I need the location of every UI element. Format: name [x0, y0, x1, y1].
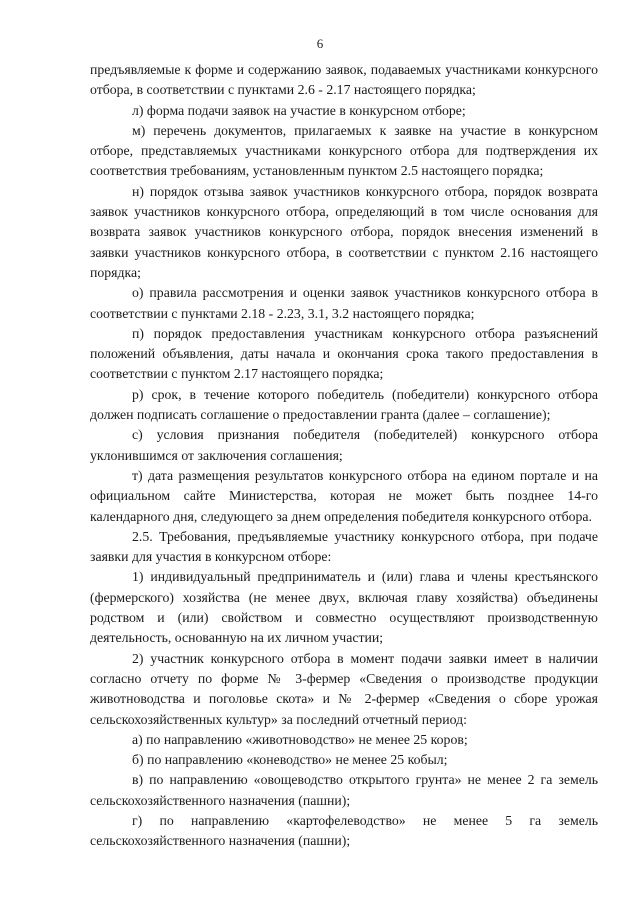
paragraph-item-s: с) условия признания победителя (победителей) конкурсного отбора уклонившимся от заключения соглашения; — [90, 427, 598, 463]
paragraph-item-p: п) порядок предоставления участникам конкурсного отбора разъяснений положений объявления, даты начала и окончания срока такого предоставления в соответствии с пунктом 2.17 настоящего порядка; — [90, 325, 598, 382]
paragraph-item-m: м) перечень документов, прилагаемых к заявке на участие в конкурсном отборе, представляемых участниками конкурсного отбора для подтверждения их соответствия требованиям, установленным пунктом 2.5 настоящего порядка; — [90, 122, 598, 179]
paragraph-subitem-g: г) по направлению «картофелеводство» не менее 5 га земель сельскохозяйственного назначения (пашни); — [90, 812, 598, 849]
paragraph-requirement-1: 1) индивидуальный предприниматель и (или) глава и члены крестьянского (фермерского) хозяйства (не менее двух, включая главу хозяйства) объединены родством и (или) свойством и совместно осуществляют производственную деятельность, основанную на их личном участии; — [90, 569, 598, 646]
document-body — [90, 60, 598, 852]
paragraph-subitem-b: б) по направлению «коневодство» не менее 25 кобыл; — [132, 752, 448, 768]
page-number: 6 — [316, 36, 324, 51]
paragraph-item-t: т) дата размещения результатов конкурсного отбора на едином портале и на официальном сайте Министерства, которая не может быть позднее 14-го календарного дня, следующего за днем определения победителя конкурсного отбора. — [90, 467, 598, 524]
paragraph-item-n: н) порядок отзыва заявок участников конкурсного отбора, порядок возврата заявок участников конкурсного отбора, определяющий в том числе основания для возврата заявок участников конкурсного отбора, порядок внесения изменений в заявки участников конкурсного отбора, в соответствии с пунктом 2.16 настоящего порядка; — [90, 183, 598, 280]
paragraph-section-2-5: 2.5. Требования, предъявляемые участнику конкурсного отбора, при подаче заявки для участия в конкурсном отборе: — [90, 528, 598, 565]
paragraph-subitem-v: в) по направлению «овощеводство открытого грунта» не менее 2 га земель сельскохозяйственного назначения (пашни); — [90, 772, 598, 808]
paragraph-subitem-a: а) по направлению «животноводство» не менее 25 коров; — [132, 731, 468, 747]
paragraph-item-l: л) форма подачи заявок на участие в конкурсном отборе; — [132, 102, 466, 118]
paragraph-item-o: о) правила рассмотрения и оценки заявок участников конкурсного отбора в соответствии с пунктами 2.18 - 2.23, 3.1, 3.2 настоящего порядка; — [90, 285, 598, 321]
paragraph-requirement-2: 2) участник конкурсного отбора в момент подачи заявки имеет в наличии согласно отчету по форме № 3-фермер «Сведения о производстве продукции животноводства и поголовье скота» и № 2-фермер «Сведения о сборе урожая сельскохозяйственных культур» за последний отчетный период: — [90, 650, 598, 727]
paragraph-continuation: предъявляемые к форме и содержанию заявок, подаваемых участниками конкурсного отбора, в соответствии с пунктами 2.6 - 2.17 настоящего порядка; — [90, 62, 598, 98]
paragraph-item-r: р) срок, в течение которого победитель (победители) конкурсного отбора должен подписать соглашение о предоставлении гранта (далее – соглашение); — [90, 386, 598, 423]
